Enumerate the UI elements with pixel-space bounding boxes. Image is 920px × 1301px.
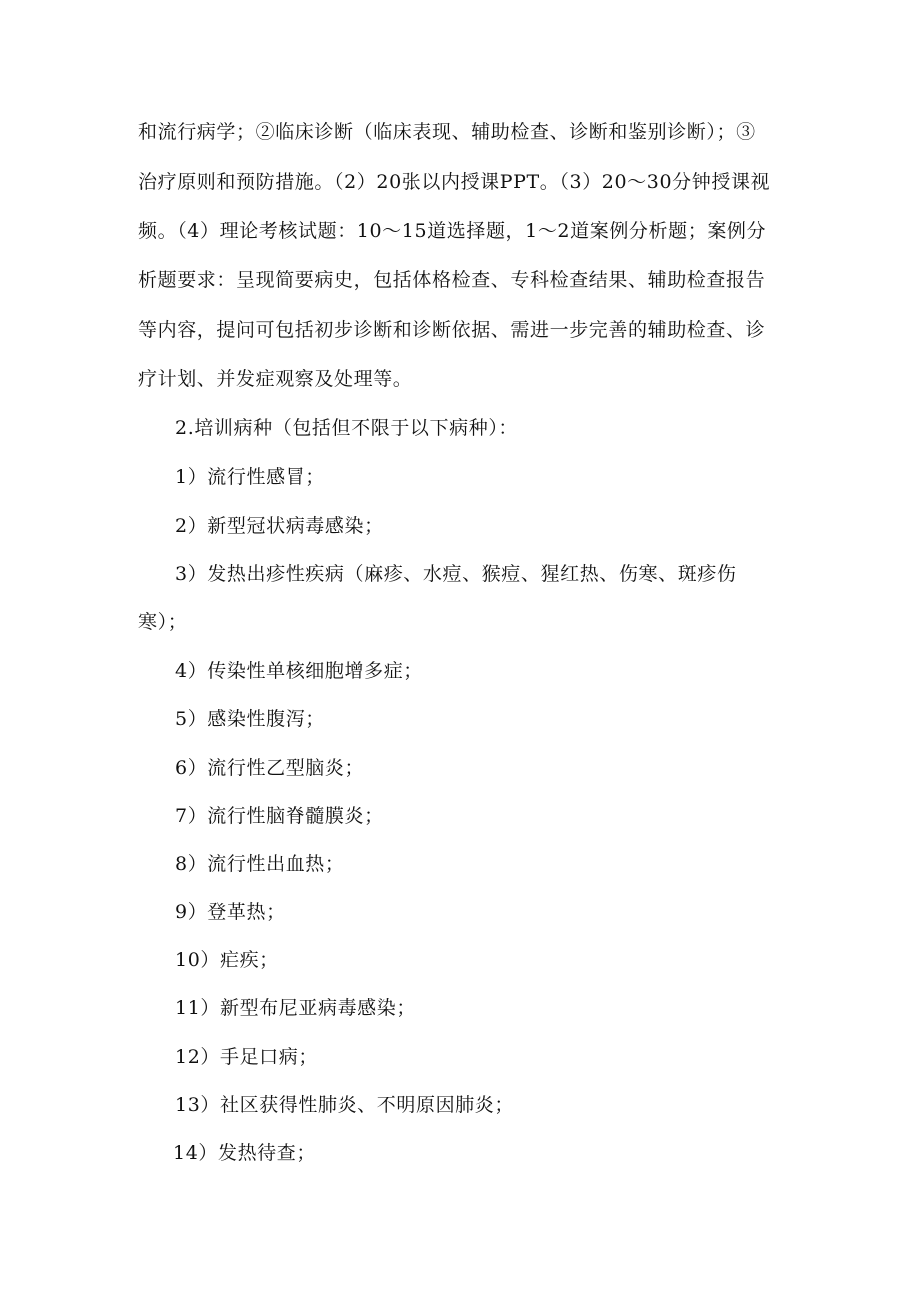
list-item: 4）传染性单核细胞增多症； [175, 660, 423, 682]
list-item: 8）流行性出血热； [175, 853, 345, 875]
list-item: 9）登革热； [175, 901, 286, 923]
list-item-continuation: 寒）； [138, 611, 188, 633]
list-item: 12）手足口病； [175, 1046, 318, 1068]
list-item: 7）流行性脑脊髓膜炎； [175, 805, 384, 827]
list-item: 2）新型冠状病毒感染； [175, 515, 384, 537]
paragraph-line-1: 和流行病学；②临床诊断（临床表现、辅助检查、诊断和鉴别诊断）；③ [138, 121, 756, 143]
paragraph-line-3: 频。（4）理论考核试题：10～15道选择题，1～2道案例分析题；案例分 [138, 220, 767, 242]
list-item: 11）新型布尼亚病毒感染； [175, 997, 416, 1019]
list-item: 6）流行性乙型脑炎； [175, 757, 365, 779]
list-item: 1）流行性感冒； [175, 466, 325, 488]
list-item: 14）发热待查； [173, 1142, 316, 1164]
paragraph-line-6: 疗计划、并发症观察及处理等。 [138, 368, 413, 390]
paragraph-line-2: 治疗原则和预防措施。（2）20张以内授课PPT。（3）20～30分钟授课视 [138, 171, 771, 193]
section-heading: 2.培训病种（包括但不限于以下病种）： [175, 417, 519, 439]
list-item: 10）疟疾； [175, 949, 279, 971]
list-item: 5）感染性腹泻； [175, 708, 325, 730]
list-item: 3）发热出疹性疾病（麻疹、水痘、猴痘、猩红热、伤寒、斑疹伤 [175, 563, 737, 585]
list-item: 13）社区获得性肺炎、不明原因肺炎； [175, 1094, 514, 1116]
paragraph-line-5: 等内容，提问可包括初步诊断和诊断依据、需进一步完善的辅助检查、诊 [138, 319, 766, 341]
paragraph-line-4: 析题要求：呈现简要病史，包括体格检查、专科检查结果、辅助检查报告 [138, 269, 766, 291]
